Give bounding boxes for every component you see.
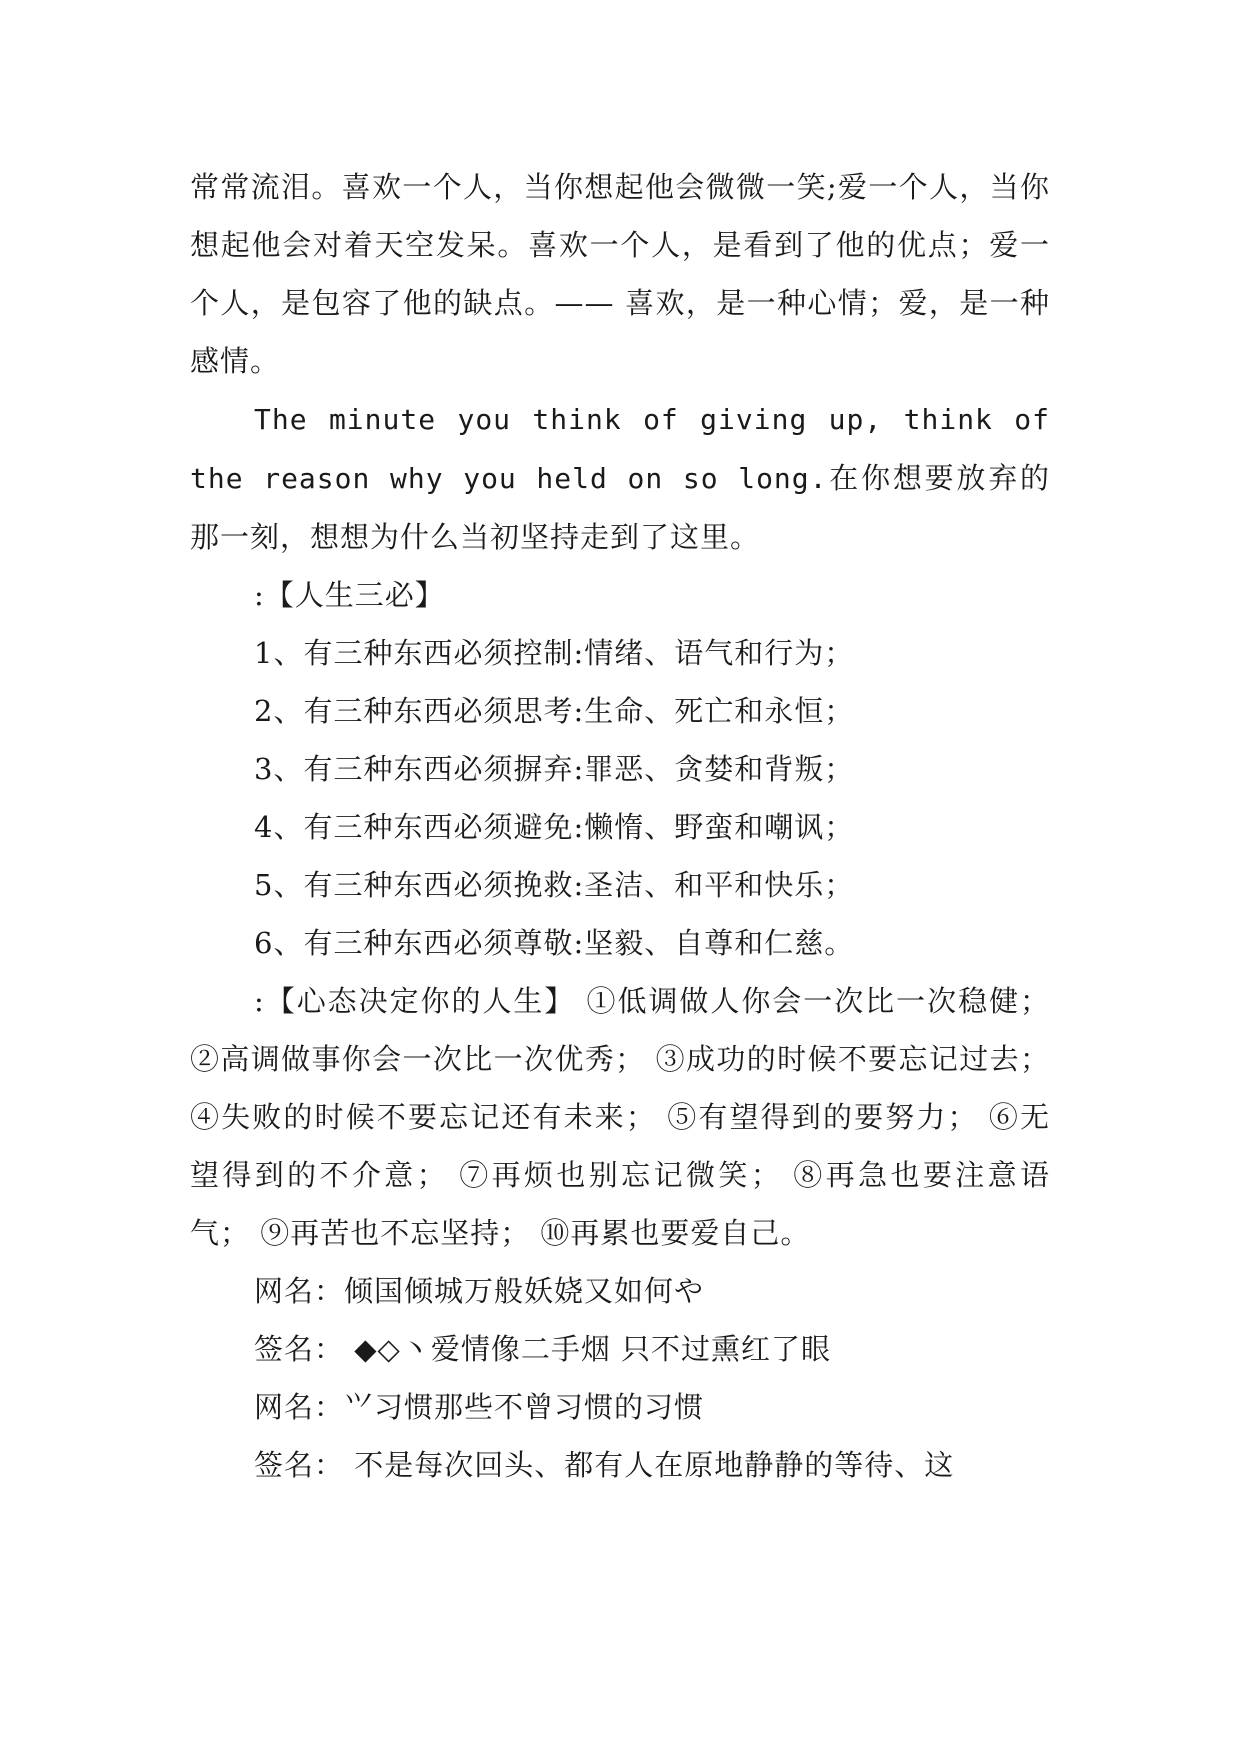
english-quote: The minute you think of giving up, think of the reason why you held on so long. xyxy=(190,403,1050,495)
list-item-6: 6、有三种东西必须尊敬:坚毅、自尊和仁慈。 xyxy=(254,926,855,960)
section-heading-three-musts: :【人生三必】 xyxy=(254,578,445,612)
nickname-line-1: 网名：倾国倾城万般妖娆又如何や xyxy=(254,1274,705,1308)
signature-line-1: 签名： ◆◇丶爱情像二手烟 只不过熏红了眼 xyxy=(254,1332,832,1366)
nickname-line-2: 网名：⺍习惯那些不曾习惯的习惯 xyxy=(254,1390,705,1424)
paragraph-mindset: :【心态决定你的人生】 ①低调做人你会一次比一次稳健； ②高调做事你会一次比一次优秀； ③成功的时候不要忘记过去； ④失败的时候不要忘记还有未来； ⑤有望得到的要努力； ⑥无望得到的不介意； ⑦再烦也别忘记微笑； ⑧再急也要注意语气； ⑨再苦也不忘坚持； ⑩再累也要爱自己。 xyxy=(190,984,1050,1250)
list-item-5: 5、有三种东西必须挽救:圣洁、和平和快乐； xyxy=(254,868,855,902)
list-item-3: 3、有三种东西必须摒弃:罪恶、贪婪和背叛； xyxy=(254,752,855,786)
document-body xyxy=(190,158,1050,1494)
list-item-2: 2、有三种东西必须思考:生命、死亡和永恒； xyxy=(254,694,855,728)
paragraph-like-vs-love: 常常流泪。喜欢一个人，当你想起他会微微一笑;爱一个人，当你想起他会对着天空发呆。喜欢一个人，是看到了他的优点；爱一个人，是包容了他的缺点。—— 喜欢，是一种心情；爱，是一种感情。 xyxy=(190,170,1050,378)
chinese-translation: 在你想要放弃的那一刻，想想为什么当初坚持走到了这里。 xyxy=(190,461,1050,554)
list-item-1: 1、有三种东西必须控制:情绪、语气和行为； xyxy=(254,636,855,670)
list-item-4: 4、有三种东西必须避免:懒惰、野蛮和嘲讽； xyxy=(254,810,855,844)
paragraph-giving-up-quote xyxy=(190,390,1050,566)
signature-line-2: 签名： 不是每次回头、都有人在原地静静的等待、这 xyxy=(254,1448,955,1482)
